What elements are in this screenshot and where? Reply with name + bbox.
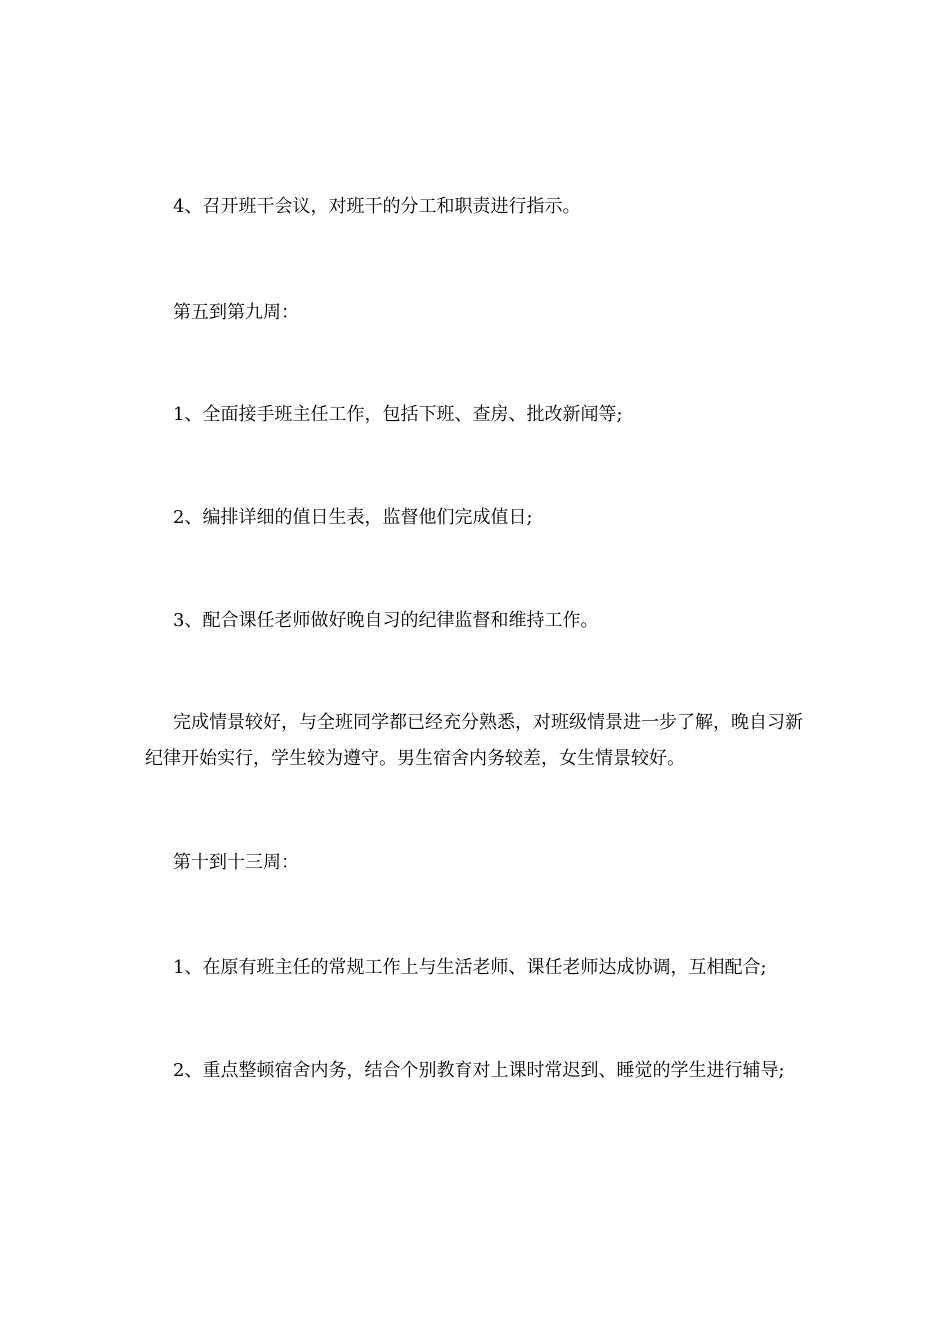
section-heading-week10-13: 第十到十三周： [173, 852, 299, 873]
paragraph-item-2: 2、编排详细的值日生表，监督他们完成值日; [173, 507, 533, 528]
paragraph-item-1: 1、全面接手班主任工作，包括下班、查房、批改新闻等; [173, 404, 623, 425]
section-heading-week5-9: 第五到第九周： [173, 302, 299, 323]
paragraph-item-2-b: 2、重点整顿宿舍内务，结合个别教育对上课时常迟到、睡觉的学生进行辅导; [173, 1060, 785, 1081]
paragraph-item-4: 4、召开班干会议，对班干的分工和职责进行指示。 [173, 196, 581, 217]
paragraph-item-1-b: 1、在原有班主任的常规工作上与生活老师、课任老师达成协调，互相配合; [173, 957, 767, 978]
paragraph-item-3: 3、配合课任老师做好晚自习的纪律监督和维持工作。 [173, 610, 599, 631]
summary-paragraph: 完成情景较好，与全班同学都已经充分熟悉，对班级情景进一步了解，晚自习新纪律开始实行，学生较为遵守。男生宿舍内务较差，女生情景较好。 [145, 712, 803, 769]
